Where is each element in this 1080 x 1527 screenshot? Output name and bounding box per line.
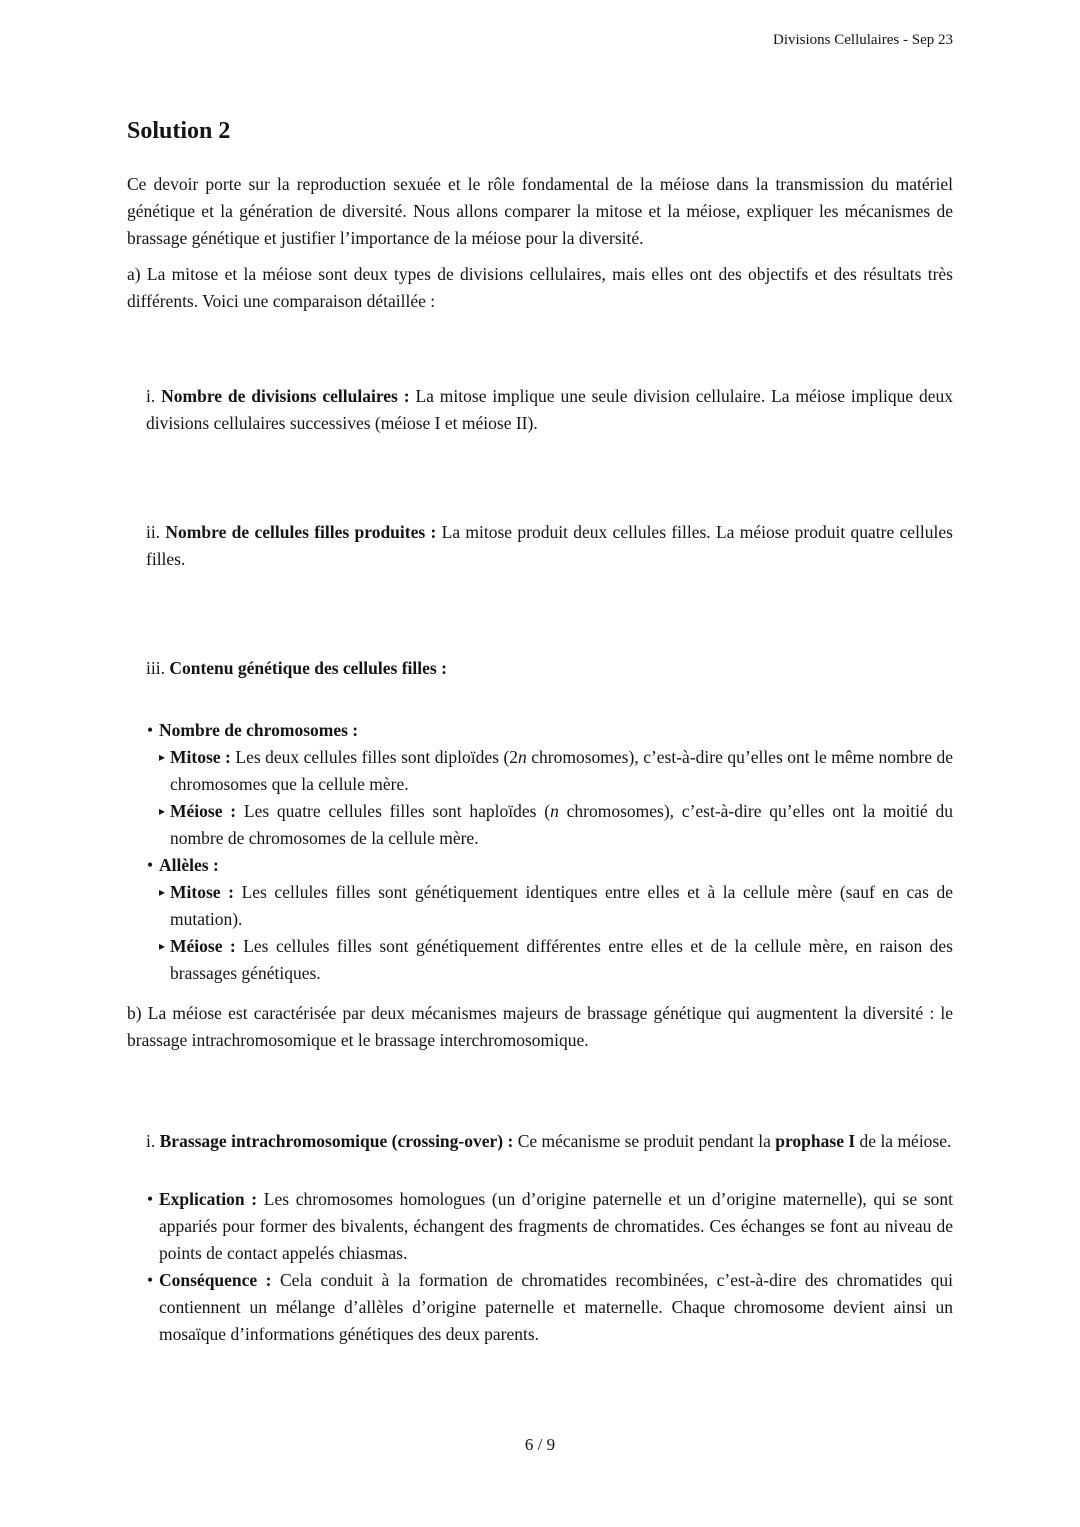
list-item-label: Explication : (159, 1189, 258, 1209)
sublist-item-text: chromosomes), c’est-à-dire qu’elles ont le même nombre de chromosomes que la cellule mère. (170, 747, 953, 794)
page-number: 6 / 9 (524, 1435, 556, 1454)
sublist-item-mitose (159, 744, 953, 798)
list-item-label: Allèles : (159, 855, 219, 875)
item-text: de la méiose. (855, 1131, 952, 1151)
sublist-item-text: Les deux cellules filles sont diploïdes (2 (230, 747, 519, 767)
sublist-item-mitose (159, 879, 953, 933)
part-b-lead-paragraph: b) La méiose est caractérisée par deux mécanismes majeurs de brassage génétique qui augmentent la diversité : le brassage intrachromosomique et le brassage interchromosomique. (127, 1003, 953, 1050)
list-item-chromosome-count (147, 717, 953, 852)
triangle-bullet-icon: ▸ (159, 750, 166, 764)
sublist-item-text: Les cellules filles sont génétiquement différentes entre elles et de la cellule mère, en raison des brassages génétiques. (170, 936, 953, 983)
item-text: Ce mécanisme se produit pendant la (513, 1131, 776, 1151)
intro-paragraph: Ce devoir porte sur la reproduction sexuée et le rôle fondamental de la méiose dans la transmission du matériel génétique et la génération de diversité. Nous allons comparer la mitose et la méiose, expliquer les mécanismes de brassage génétique et justifier l’importance de la méiose pour la diversité. (127, 174, 953, 248)
list-item-alleles (147, 852, 953, 987)
header-title: Divisions Cellulaires - Sep 23 (773, 32, 953, 48)
list-item-consequence (147, 1267, 953, 1348)
item-label: Contenu génétique des cellules filles : (169, 658, 447, 678)
sublist-item-label: Mitose : (170, 882, 234, 902)
item-intrachromosomal-shuffling (146, 1128, 953, 1155)
item-genetic-content (146, 655, 953, 682)
item-label: Brassage intrachromosomique (crossing-over) : (159, 1131, 514, 1151)
math-variable: n (518, 747, 527, 767)
triangle-bullet-icon: ▸ (159, 804, 166, 818)
item-daughter-cells-count (146, 519, 953, 573)
sublist-item-label: Méiose : (170, 801, 237, 821)
sublist-item-text: Les cellules filles sont génétiquement identiques entre elles et à la cellule mère (sauf en cas de mutation). (170, 882, 953, 929)
item-numeral: ii. (146, 522, 166, 542)
page-title: Solution 2 (127, 118, 231, 144)
list-item-text: Cela conduit à la formation de chromatides recombinées, c’est-à-dire des chromatides qui contiennent un mélange d’allèles d’origine paternelle et maternelle. Chaque chromosome devient ainsi un mosaïque d’informations génétiques des deux parents. (159, 1270, 953, 1344)
bullet-icon: • (147, 1189, 154, 1209)
triangle-bullet-icon: ▸ (159, 885, 166, 899)
sublist-item-text: Les quatre cellules filles sont haploïdes ( (236, 801, 551, 821)
bullet-icon: • (147, 855, 154, 875)
crossing-over-list (147, 1186, 953, 1348)
chromosome-sublist (159, 744, 953, 852)
item-label: Nombre de divisions cellulaires : (161, 386, 410, 406)
sublist-item-label: Mitose : (170, 747, 231, 767)
genetic-content-list (147, 717, 953, 987)
item-divisions-count (146, 383, 953, 437)
page-header (127, 0, 953, 50)
item-text: La mitose produit deux cellules filles. La méiose produit quatre cellules filles. (146, 522, 953, 569)
sublist-item-label: Méiose : (170, 936, 236, 956)
list-item-text: Les chromosomes homologues (un d’origine paternelle et un d’origine maternelle), qui se sont appariés pour former des bivalents, échangent des fragments de chromatides. Ces échanges se font au niveau de points de contact appelés chiasmas. (159, 1189, 953, 1263)
math-variable: n (550, 801, 559, 821)
item-numeral: iii. (146, 658, 170, 678)
sublist-item-meiose (159, 933, 953, 987)
list-item-label: Conséquence : (159, 1270, 272, 1290)
alleles-sublist (159, 879, 953, 987)
item-text: La mitose implique une seule division cellulaire. La méiose implique deux divisions cellulaires successives (méiose I et méiose II). (146, 386, 953, 433)
item-label-prophase: prophase I (775, 1131, 856, 1151)
item-numeral: i. (146, 386, 162, 406)
list-item-explication (147, 1186, 953, 1267)
item-label: Nombre de cellules filles produites : (165, 522, 437, 542)
bullet-icon: • (147, 1270, 154, 1290)
item-numeral: i. (146, 1131, 160, 1151)
sublist-item-text: chromosomes), c’est-à-dire qu’elles ont la moitié du nombre de chromosomes de la cellule mère. (170, 801, 953, 848)
sublist-item-meiose (159, 798, 953, 852)
part-a-lead-paragraph: a) La mitose et la méiose sont deux types de divisions cellulaires, mais elles ont des objectifs et des résultats très différents. Voici une comparaison détaillée : (127, 264, 953, 311)
bullet-icon: • (147, 720, 154, 740)
list-item-label: Nombre de chromosomes : (159, 720, 359, 740)
triangle-bullet-icon: ▸ (159, 939, 166, 953)
